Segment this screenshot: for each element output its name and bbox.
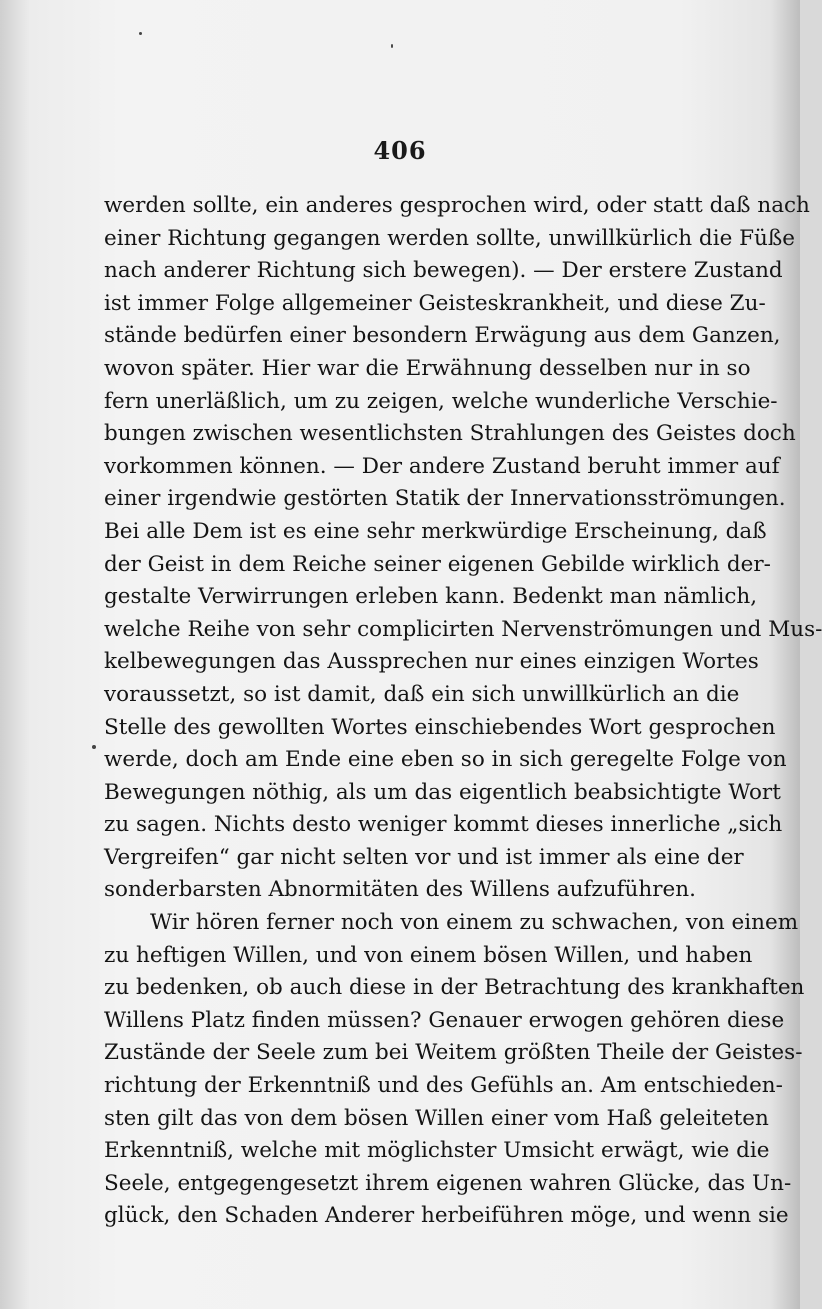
text-line: bungen zwischen wesentlichsten Strahlungen des Geistes doch [104,421,796,447]
text-line: ist immer Folge allgemeiner Geisteskrankheit, und diese Zu- [104,290,766,316]
text-line: einer irgendwie gestörten Statik der Innervationsströmungen. [104,486,786,512]
text-line: Erkenntniß, welche mit möglichster Umsicht erwägt, wie die [104,1138,770,1164]
text-line: zu sagen. Nichts desto weniger kommt dieses innerliche „sich [104,812,783,838]
text-line: Bewegungen nöthig, als um das eigentlich beabsichtigte Wort [104,779,781,805]
text-line: Seele, entgegengesetzt ihrem eigenen wahren Glücke, das Un- [104,1170,792,1196]
text-line: nach anderer Richtung sich bewegen). — Der erstere Zustand [104,258,783,284]
text-line: werde, doch am Ende eine eben so in sich geregelte Folge von [104,747,787,773]
text-line: voraussetzt, so ist damit, daß ein sich unwillkürlich an die [104,681,740,707]
text-line: fern unerläßlich, um zu zeigen, welche wunderliche Verschie- [104,388,778,414]
text-line: richtung der Erkenntniß und des Gefühls an. Am entschieden- [104,1073,783,1099]
text-line: Stelle des gewollten Wortes einschiebendes Wort gesprochen [104,714,776,740]
text-line: stände bedürfen einer besondern Erwägung aus dem Ganzen, [104,323,781,349]
text-line: Bei alle Dem ist es eine sehr merkwürdige Erscheinung, daß [104,518,767,544]
text-line: einer Richtung gegangen werden sollte, unwillkürlich die Füße [104,225,795,251]
paper-speck [139,32,142,35]
text-line: zu heftigen Willen, und von einem bösen Willen, und haben [104,942,753,968]
text-line: Vergreifen“ gar nicht selten vor und ist immer als eine der [104,844,744,870]
text-line: zu bedenken, ob auch diese in der Betrachtung des krankhaften [104,975,805,1001]
page-number: 406 [373,136,427,165]
body-text [104,190,822,1233]
text-line: glück, den Schaden Anderer herbeiführen möge, und wenn sie [104,1203,789,1229]
text-line: Wir hören ferner noch von einem zu schwachen, von einem [150,910,799,936]
text-line: sonderbarsten Abnormitäten des Willens aufzuführen. [104,877,696,903]
text-line: sten gilt das von dem bösen Willen einer vom Haß geleiteten [104,1105,769,1131]
text-line: Willens Platz finden müssen? Genauer erwogen gehören diese [104,1007,785,1033]
text-line: Zustände der Seele zum bei Weitem größten Theile der Geistes- [104,1040,803,1066]
text-line: werden sollte, ein anderes gesprochen wird, oder statt daß nach [104,193,810,218]
text-line: wovon später. Hier war die Erwähnung desselben nur in so [104,355,751,381]
text-line: welche Reihe von sehr complicirten Nervenströmungen und Mus- [104,616,822,642]
text-line: gestalte Verwirrungen erleben kann. Bedenkt man nämlich, [104,584,758,610]
text-line: vorkommen können. — Der andere Zustand beruht immer auf [104,453,780,479]
paper-speck [391,44,393,48]
text-line: der Geist in dem Reiche seiner eigenen Gebilde wirklich der- [104,551,771,577]
text-line: kelbewegungen das Aussprechen nur eines einzigen Wortes [104,649,759,675]
paper-speck [92,745,96,749]
